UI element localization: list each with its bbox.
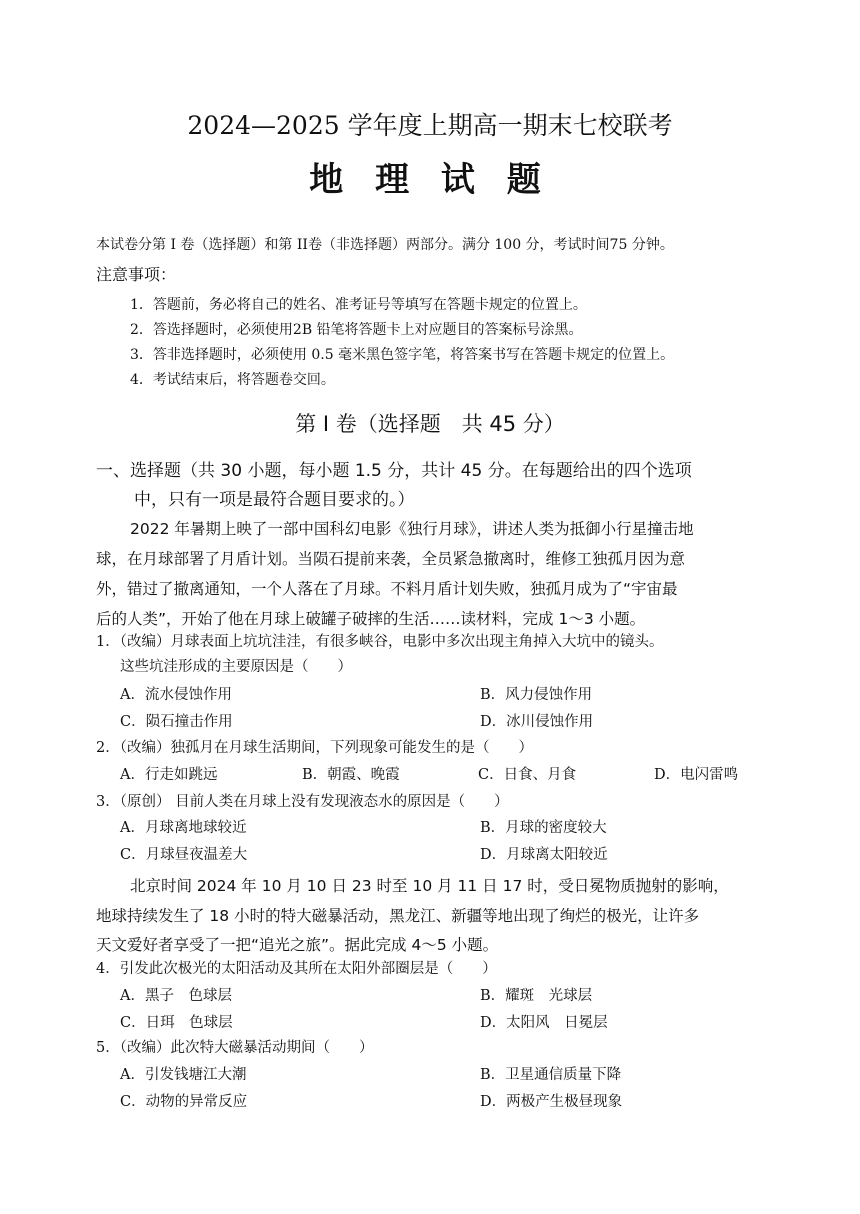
subject-title: 地 理 试 题 xyxy=(309,160,551,200)
notice-heading: 注意事项： xyxy=(96,265,177,284)
option: D．电闪雷鸣 xyxy=(654,767,739,783)
notice-item: 4．考试结束后，将答题卷交回。 xyxy=(130,372,335,388)
section-title: 第 I 卷（选择题 共 45 分） xyxy=(295,412,565,436)
passage-line: 地球持续发生了 18 小时的特大磁暴活动，黑龙江、新疆等地出现了绚烂的极光，让许多 xyxy=(96,907,700,925)
question-3: 3．（原创） 目前人类在月球上没有发现液态水的原因是（ ） xyxy=(96,794,509,810)
question-2: 2．（改编）独孤月在月球生活期间，下列现象可能发生的是（ ） xyxy=(96,740,533,756)
option: C．月球昼夜温差大 xyxy=(120,847,248,863)
part-heading-cont: 中，只有一项是最符合题目要求的。） xyxy=(134,490,415,510)
option: C．陨石撞击作用 xyxy=(120,714,233,730)
notice-item: 2．答选择题时，必须使用2B 铅笔将答题卡上对应题目的答案标号涂黑。 xyxy=(130,322,583,338)
option: A．行走如跳远 xyxy=(120,767,218,783)
part-heading: 一、选择题（共 30 小题，每小题 1.5 分，共计 45 分。在每题给出的四个选项 xyxy=(96,461,692,481)
question-4: 4．引发此次极光的太阳活动及其所在太阳外部圈层是（ ） xyxy=(96,961,497,977)
option: C．日珥 色球层 xyxy=(120,1015,233,1031)
option: B．卫星通信质量下降 xyxy=(480,1067,622,1083)
notice-item: 1．答题前，务必将自己的姓名、准考证号等填写在答题卡规定的位置上。 xyxy=(130,297,587,313)
intro-text: 本试卷分第 I 卷（选择题）和第 II卷（非选择题）两部分。满分 100 分，考试时间75 分钟。 xyxy=(96,237,674,253)
option: B．朝霞、晚霞 xyxy=(302,767,400,783)
notice-item: 3．答非选择题时，必须使用 0.5 毫米黑色签字笔，将答案书写在答题卡规定的位置上。 xyxy=(130,347,675,363)
passage-line: 北京时间 2024 年 10 月 10 日 23 时至 10 月 11 日 17 时，受日冕物质抛射的影响， xyxy=(130,877,729,895)
option: B．耀斑 光球层 xyxy=(480,988,593,1004)
option: D．两极产生极昼现象 xyxy=(480,1094,623,1110)
option: A．黑子 色球层 xyxy=(120,988,232,1004)
option: A．月球离地球较近 xyxy=(120,820,247,836)
option: C．日食、月食 xyxy=(478,767,577,783)
option: A．流水侵蚀作用 xyxy=(120,687,232,703)
passage-line: 后的人类”，开始了他在月球上破罐子破摔的生活……读材料，完成 1～3 小题。 xyxy=(96,610,646,628)
option: A．引发钱塘江大潮 xyxy=(120,1067,247,1083)
option: B．风力侵蚀作用 xyxy=(480,687,593,703)
passage-line: 2022 年暑期上映了一部中国科幻电影《独行月球》，讲述人类为抵御小行星撞击地 xyxy=(130,520,694,538)
option: D．冰川侵蚀作用 xyxy=(480,714,594,730)
question-5: 5．（改编）此次特大磁暴活动期间（ ） xyxy=(96,1040,374,1056)
passage-line: 外，错过了撤离通知，一个人落在了月球。不料月盾计划失败，独孤月成为了“宇宙最 xyxy=(96,580,678,598)
exam-title: 2024—2025 学年度上期高一期末七校联考 xyxy=(187,111,673,140)
option: B．月球的密度较大 xyxy=(480,820,607,836)
passage-line: 天文爱好者享受了一把“追光之旅”。据此完成 4～5 小题。 xyxy=(96,936,499,954)
option: D．月球离太阳较近 xyxy=(480,847,608,863)
option: D．太阳风 日冕层 xyxy=(480,1015,608,1031)
question-1-cont: 这些坑洼形成的主要原因是（ ） xyxy=(120,659,352,675)
option: C．动物的异常反应 xyxy=(120,1094,248,1110)
passage-line: 球，在月球部署了月盾计划。当陨石提前来袭，全员紧急撤离时，维修工独孤月因为意 xyxy=(96,550,686,568)
question-1: 1．（改编）月球表面上坑坑洼洼，有很多峡谷，电影中多次出现主角掉入大坑中的镜头。 xyxy=(96,634,664,650)
